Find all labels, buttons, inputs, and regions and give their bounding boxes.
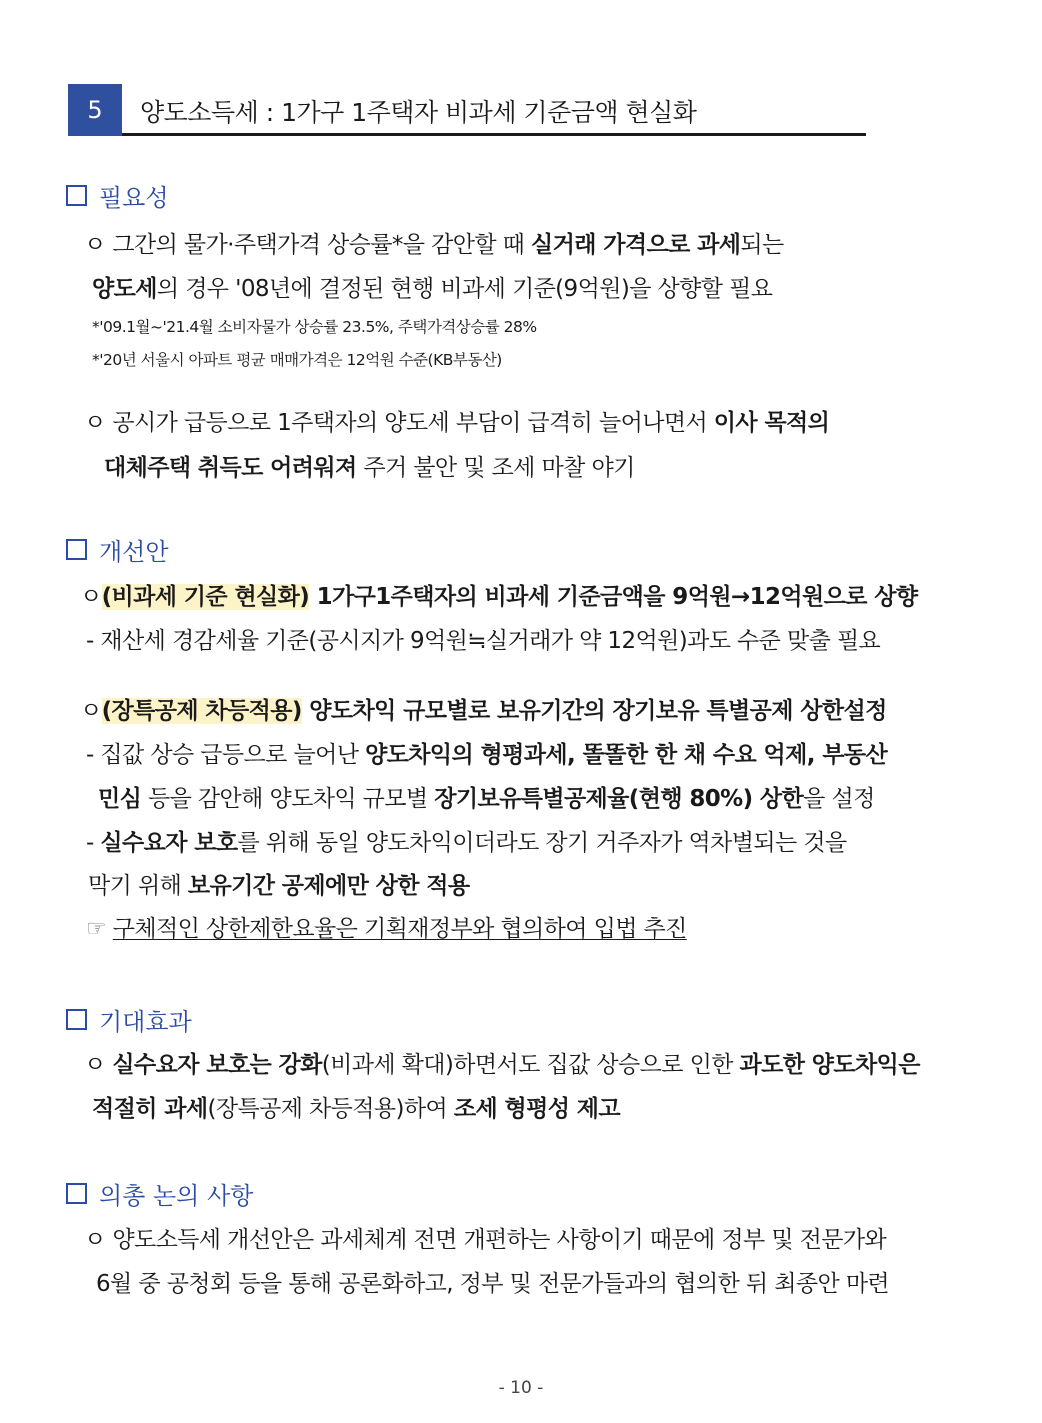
bold-text: 실수요자 보호는 강화 — [112, 1052, 322, 1078]
need-footnote-1: *'09.1월~'21.4월 소비자물가 상승률 23.5%, 주택가격상승률 28% — [92, 318, 537, 336]
need-bullet-1-line-1 — [84, 226, 784, 259]
section-header — [68, 84, 866, 136]
bold-text: 적절히 과세 — [92, 1096, 208, 1122]
bold-text: 조세 형평성 제고 — [453, 1096, 621, 1122]
plan-item-2-sub-2-line-1 — [86, 824, 847, 857]
section-discussion-heading — [66, 1176, 253, 1211]
bold-text: 실거래 가격으로 과세 — [531, 232, 741, 258]
text-run: 막기 위해 — [88, 873, 188, 899]
text-run: (장특공제 차등적용)하여 — [207, 1096, 454, 1122]
bold-text: 보유기간 공제에만 상한 적용 — [187, 873, 470, 899]
memo-text: 구체적인 상한제한요율은 기획재정부와 협의하여 입법 추진 — [112, 916, 687, 942]
need-bullet-1-line-2 — [92, 270, 772, 303]
bold-text: 장기보유특별공제율(현행 80%) 상한 — [434, 786, 804, 812]
header-underline — [122, 133, 866, 136]
checkbox-square-icon — [66, 1183, 87, 1204]
plan-item-2-sub-1-line-2 — [98, 780, 875, 813]
checkbox-square-icon — [66, 539, 87, 560]
bold-text: 실수요자 보호 — [100, 830, 238, 856]
plan-item-1-sub: - 재산세 경감세율 기준(공시지가 9억원≒실거래가 약 12억원)과도 수준 맞출 필요 — [86, 628, 881, 654]
need-bullet-2-line-1 — [84, 404, 829, 437]
text-run: ㅇ 그간의 물가·주택가격 상승률*을 감안할 때 — [84, 232, 532, 258]
text-run: - — [86, 830, 101, 856]
section-title: 양도소득세 : 1가구 1주택자 비과세 기준금액 현실화 — [140, 98, 697, 127]
section-number-badge: 5 — [68, 84, 122, 136]
bold-text: 이사 목적의 — [713, 410, 830, 436]
effect-line-2 — [92, 1090, 620, 1123]
pointing-hand-icon: ☞ — [86, 916, 107, 942]
text-run: ㅇ 공시가 급등으로 1주택자의 양도세 부담이 급격히 늘어나면서 — [84, 410, 714, 436]
text-run: 을 설정 — [803, 786, 875, 812]
bold-text: 대체주택 취득도 어려워져 — [104, 455, 357, 481]
plan-item-2-sub-2-line-2 — [88, 867, 470, 900]
discussion-line-2: 6월 중 공청회 등을 통해 공론화하고, 정부 및 전문가들과의 협의한 뒤 최종안 마련 — [96, 1271, 890, 1297]
section-need-label: 필요성 — [99, 184, 169, 212]
plan-item-1 — [80, 578, 918, 611]
effect-line-1 — [84, 1046, 920, 1079]
plan-memo — [86, 910, 687, 943]
text-run: ㅇ — [84, 1052, 113, 1078]
text-run: 되는 — [740, 232, 784, 258]
bullet-marker: ㅇ — [80, 584, 102, 610]
section-plan-heading — [66, 532, 169, 567]
need-footnote-2: *'20년 서울시 아파트 평균 매매가격은 12억원 수준(KB부동산) — [92, 351, 502, 369]
section-plan-label: 개선안 — [99, 538, 169, 566]
bold-text: 1가구1주택자의 비과세 기준금액을 9억원→12억원으로 상향 — [309, 584, 918, 610]
bullet-marker: ㅇ — [80, 698, 102, 724]
text-run: 등을 감안해 양도차익 규모별 — [141, 786, 435, 812]
bold-text: 과도한 양도차익은 — [739, 1052, 920, 1078]
text-run: 의 경우 '08년에 결정된 현행 비과세 기준(9억원)을 상향할 필요 — [156, 276, 773, 302]
bold-text: 민심 — [98, 786, 142, 812]
text-run: 주거 불안 및 조세 마찰 야기 — [356, 455, 635, 481]
checkbox-square-icon — [66, 1009, 87, 1030]
section-discussion-label: 의총 논의 사항 — [99, 1182, 254, 1210]
plan-item-2-sub-1-line-1 — [86, 736, 887, 769]
bold-text: 양도차익 규모별로 보유기간의 장기보유 특별공제 상한설정 — [301, 698, 887, 724]
bold-text: 양도세 — [92, 276, 157, 302]
discussion-line-1: ㅇ 양도소득세 개선안은 과세체계 전면 개편하는 사항이기 때문에 정부 및 전문가와 — [84, 1227, 887, 1253]
text-run: - 집값 상승 급등으로 늘어난 — [86, 742, 366, 768]
highlighted-tag: (비과세 기준 현실화) — [101, 584, 310, 610]
checkbox-square-icon — [66, 185, 87, 206]
bold-text: 양도차익의 형평과세, 똘똘한 한 채 수요 억제, 부동산 — [365, 742, 888, 768]
need-bullet-2-line-2 — [104, 449, 635, 482]
text-run: 를 위해 동일 양도차익이더라도 장기 거주자가 역차별되는 것을 — [237, 830, 847, 856]
section-effect-label: 기대효과 — [99, 1008, 192, 1036]
page-number: - 10 - — [498, 1378, 544, 1398]
section-effect-heading — [66, 1002, 192, 1037]
text-run: (비과세 확대)하면서도 집값 상승으로 인한 — [321, 1052, 740, 1078]
plan-item-2 — [80, 692, 887, 725]
highlighted-tag: (장특공제 차등적용) — [101, 698, 302, 724]
section-need-heading — [66, 178, 169, 213]
